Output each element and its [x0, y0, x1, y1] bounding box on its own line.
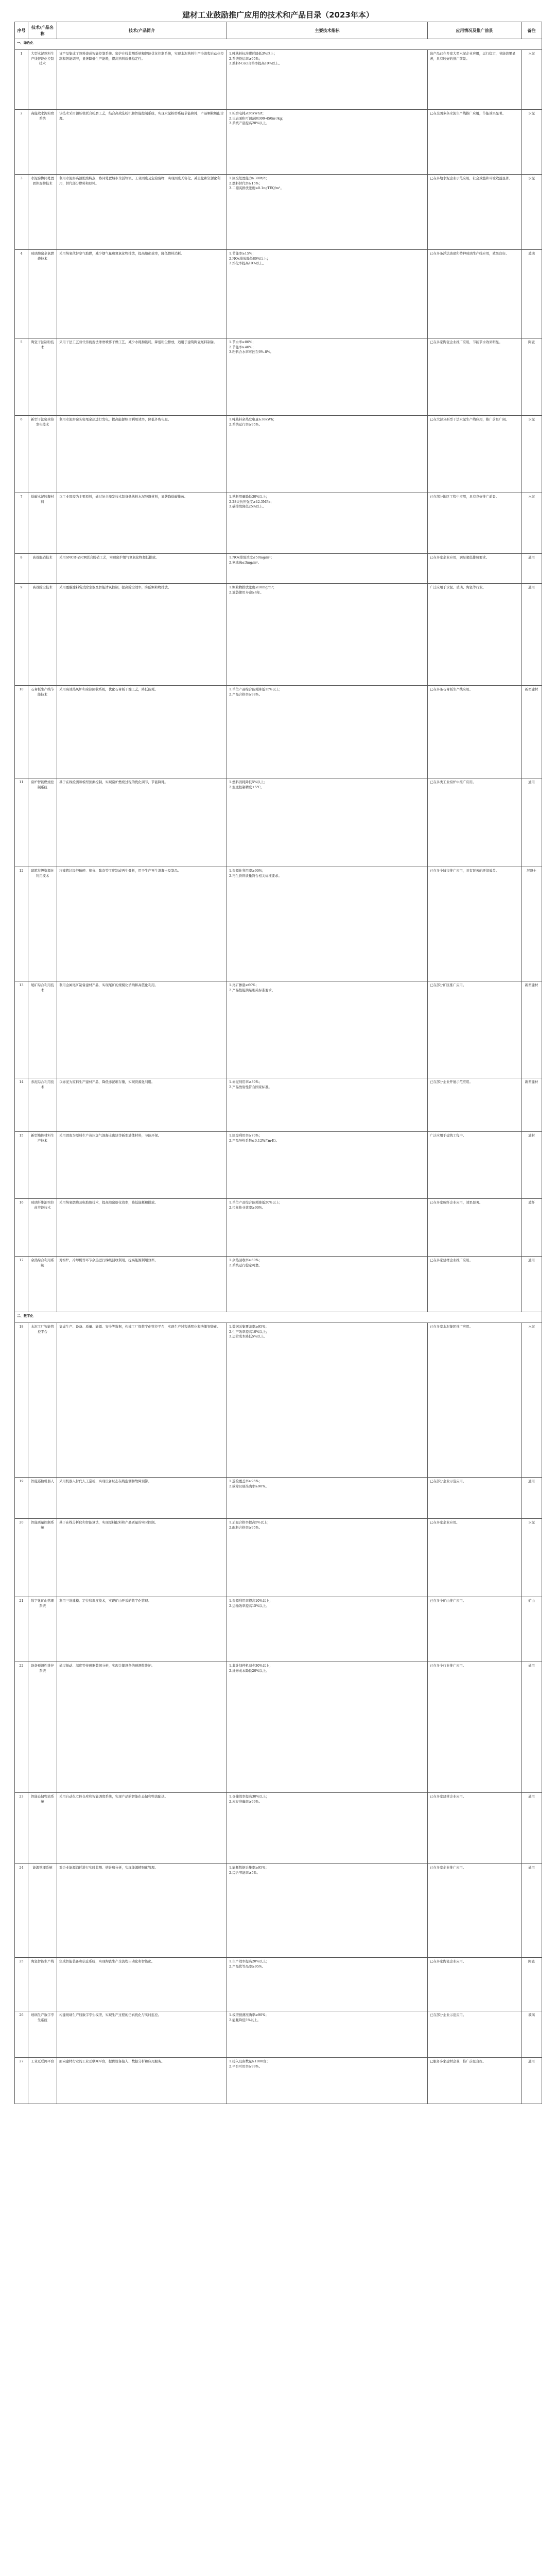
row-spec: 1.节水率≥80%； 2.节能率≥40%； 3.粉料含水率可控在6%-8%。 — [227, 338, 428, 416]
row-spec: 1.粉磨电耗≤26kWh/t； 2.比表面积可调范围300-450m²/kg； 3.系统产量提高20%以上。 — [227, 110, 428, 175]
row-description: 集成智能装备和信息系统，实现陶瓷生产全流程自动化和智能化。 — [57, 1958, 227, 2011]
row-number: 10 — [15, 686, 28, 778]
row-description: 采用机器人替代人工巡检，实现设备状态在线监测和故障预警。 — [57, 1478, 227, 1519]
table-row — [15, 584, 542, 686]
row-number: 26 — [15, 2011, 28, 2058]
row-note: 水泥 — [522, 416, 542, 493]
row-name: 高能效水泥粉磨系统 — [28, 110, 57, 175]
row-number: 22 — [15, 1662, 28, 1793]
header-no: 序号 — [15, 22, 28, 39]
row-spec: 1.接入设备数量≥1000台； 2.平台可用率≥99%。 — [227, 2058, 428, 2104]
row-note: 水泥 — [522, 50, 542, 110]
row-note: 通用 — [522, 1864, 542, 1958]
row-spec: 1.质量合格率提高5%以上； 2.配料合格率≥95%。 — [227, 1519, 428, 1597]
row-note: 通用 — [522, 1793, 542, 1864]
row-note: 陶瓷 — [522, 338, 542, 416]
row-number: 1 — [15, 50, 28, 110]
row-note: 陶瓷 — [522, 1958, 542, 2011]
row-application: 已在多条石膏板生产线应用。 — [428, 686, 522, 778]
row-name: 高效脱硝技术 — [28, 554, 57, 584]
row-spec: 1.尾矿掺量≥60%； 2.产品性能满足相关标准要求。 — [227, 981, 428, 1078]
row-application: 已在多家企业应用，满足超低排放要求。 — [428, 554, 522, 584]
row-description: 以工业固废为主要原料，通过复合激发技术制备低熟料水泥胶凝材料，显著降低碳排放。 — [57, 493, 227, 554]
row-number: 11 — [15, 778, 28, 867]
row-application: 广泛应用于建筑工程中。 — [428, 1132, 522, 1199]
table-row — [15, 1793, 542, 1864]
row-note: 水泥 — [522, 1519, 542, 1597]
catalog-body — [15, 39, 542, 2104]
row-description: 采用高效热风炉和余热回收系统，优化石膏板干燥工艺，降低能耗。 — [57, 686, 227, 778]
row-name: 建筑垃圾资源化利用技术 — [28, 867, 57, 981]
row-number: 20 — [15, 1519, 28, 1597]
row-application: 已在部分矿区推广应用。 — [428, 981, 522, 1078]
row-note: 通用 — [522, 2058, 542, 2104]
row-name: 高效除尘技术 — [28, 584, 57, 686]
row-spec: 1.单位产品综合能耗降低15%以上； 2.产品合格率≥98%。 — [227, 686, 428, 778]
row-description: 该技术采用辊压机联合粉磨工艺，结合高效选粉机和智能控制系统，实现水泥粉磨系统节能降耗，产品颗粒级配合理。 — [57, 110, 227, 175]
row-description: 通过振动、温度等传感器数据分析，实现关键设备的预测性维护。 — [57, 1662, 227, 1793]
row-application: 已在部分企业示范应用。 — [428, 2011, 522, 2058]
row-application: 已在多家企业应用。 — [428, 1519, 522, 1597]
row-number: 8 — [15, 554, 28, 584]
row-note: 新型建材 — [522, 981, 542, 1078]
table-row — [15, 1864, 542, 1958]
row-description: 以赤泥为原料生产建材产品，降低赤泥堆存量，实现资源化利用。 — [57, 1078, 227, 1132]
row-description: 采用纯氧燃烧及电助熔技术，提高池窑熔化效率，降低能耗和排放。 — [57, 1199, 227, 1257]
row-name: 工业互联网平台 — [28, 2058, 57, 2104]
row-number: 3 — [15, 175, 28, 250]
row-name: 玻璃纤维池窑拉丝节能技术 — [28, 1199, 57, 1257]
row-spec: 1.仓储效率提高30%以上； 2.库存准确率≥99%。 — [227, 1793, 428, 1864]
row-note: 水泥 — [522, 493, 542, 554]
row-description: 对企业能源消耗进行实时监测、统计和分析，实现能源精细化管理。 — [57, 1864, 227, 1958]
row-spec: 1.吨熟料标准煤耗降低3%以上； 2.系统投运率≥95%； 3.熟料f-CaO合格率提高10%以上。 — [227, 50, 428, 110]
row-name: 余热综合利用系统 — [28, 1257, 57, 1312]
row-spec: 1.赤泥利用率≥30%； 2.产品放射性符合国家标准。 — [227, 1078, 428, 1132]
table-row — [15, 1257, 542, 1312]
row-number: 17 — [15, 1257, 28, 1312]
row-spec: 1.燃料消耗降低5%以上； 2.温度控制精度±5℃。 — [227, 778, 428, 867]
row-application: 已在多个行业推广应用。 — [428, 1662, 522, 1793]
row-description: 集成生产、设备、质量、能源、安全等数据，构建工厂级数字化管控平台，实现生产过程透明化和决策智能化。 — [57, 1323, 227, 1478]
row-number: 12 — [15, 867, 28, 981]
row-name: 智能仓储物流系统 — [28, 1793, 57, 1864]
row-description: 对窑炉、冷却机等环节余热进行梯级回收利用，提高能源利用效率。 — [57, 1257, 227, 1312]
table-row — [15, 867, 542, 981]
row-number: 19 — [15, 1478, 28, 1519]
row-application: 已在部分地区工程中应用，具有良好推广前景。 — [428, 493, 522, 554]
row-name: 窑炉智能燃烧控制系统 — [28, 778, 57, 867]
table-row — [15, 1323, 542, 1478]
row-name: 尾矿综合利用技术 — [28, 981, 57, 1078]
row-number: 14 — [15, 1078, 28, 1132]
row-spec: 1.非计划停机减少30%以上； 2.维修成本降低20%以上。 — [227, 1662, 428, 1793]
row-number: 4 — [15, 250, 28, 338]
row-name: 设备预测性维护系统 — [28, 1662, 57, 1793]
row-note: 玻纤 — [522, 1199, 542, 1257]
row-name: 低碳水泥胶凝材料 — [28, 493, 57, 554]
row-number: 6 — [15, 416, 28, 493]
row-description: 采用覆膜滤料袋式除尘器及智能清灰控制，提高除尘效率，降低颗粒物排放。 — [57, 584, 227, 686]
row-description: 利用金属尾矿制备建材产品，实现尾矿的规模化消纳和高值化利用。 — [57, 981, 227, 1078]
section-row — [15, 39, 542, 50]
header-note: 备注 — [522, 22, 542, 39]
section-row — [15, 1312, 542, 1323]
row-number: 9 — [15, 584, 28, 686]
header-name: 技术/产品名称 — [28, 22, 57, 39]
row-note: 新型建材 — [522, 1078, 542, 1132]
row-application: 已在多家建材企业应用。 — [428, 1793, 522, 1864]
table-row — [15, 1132, 542, 1199]
row-description: 基于在线检测和模型预测控制，实现窑炉燃烧过程的优化调节，节能降耗。 — [57, 778, 227, 867]
row-application: 已在多家水泥集团推广应用。 — [428, 1323, 522, 1478]
row-number: 25 — [15, 1958, 28, 2011]
row-application: 已在多个城市推广应用，具有显著的环境效益。 — [428, 867, 522, 981]
row-spec: 1.能耗数据采集率≥95%； 2.综合节能率≥5%。 — [227, 1864, 428, 1958]
row-note: 通用 — [522, 584, 542, 686]
row-name: 大型水泥熟料生产线智能化控制技术 — [28, 50, 57, 110]
row-name: 陶瓷干法制粉技术 — [28, 338, 57, 416]
row-application: 已在多类工业窑炉中推广应用。 — [428, 778, 522, 867]
row-spec: 1.巡检覆盖率≥95%； 2.故障识别准确率≥90%。 — [227, 1478, 428, 1519]
row-spec: 1.资源化利用率≥90%； 2.再生骨料质量符合相关标准要求。 — [227, 867, 428, 981]
row-note: 水泥 — [522, 1323, 542, 1478]
row-description: 利用水泥窑窑头窑尾余热进行发电，提高能源综合利用效率，降低外购电量。 — [57, 416, 227, 493]
row-description: 该产品集成了熟料烧成智能控制系统、窑炉在线监测系统和智能优化控制系统，实现水泥熟料生产全流程自动化控制和智能调节，显著降低生产能耗，提高熟料质量稳定性。 — [57, 50, 227, 110]
table-row — [15, 686, 542, 778]
row-name: 赤泥综合利用技术 — [28, 1078, 57, 1132]
row-number: 18 — [15, 1323, 28, 1478]
table-row — [15, 2011, 542, 2058]
row-description: 采用自动化立体仓库和智能调度系统，实现产品的智能化仓储和物流配送。 — [57, 1793, 227, 1864]
row-description: 采用固废为原料生产蒸压加气混凝土砌块等新型墙体材料，节能环保。 — [57, 1132, 227, 1199]
row-number: 23 — [15, 1793, 28, 1864]
row-spec: 1.NOx排放浓度≤50mg/m³； 2.氨逃逸≤3mg/m³。 — [227, 554, 428, 584]
row-description: 采用干法工艺替代传统湿法球磨喷雾干燥工艺，减少水耗和能耗，降低粉尘排放，适用于建筑陶瓷坯料制备。 — [57, 338, 227, 416]
row-note: 新型建材 — [522, 686, 542, 778]
row-name: 智能巡检机器人 — [28, 1478, 57, 1519]
table-row — [15, 110, 542, 175]
row-note: 水泥 — [522, 110, 542, 175]
catalog-table — [14, 22, 542, 2104]
row-application: 已在大部分新型干法水泥生产线应用，推广前景广阔。 — [428, 416, 522, 493]
row-description: 将建筑垃圾经破碎、筛分、除杂等工序制成再生骨料，用于生产再生混凝土及制品。 — [57, 867, 227, 981]
row-spec: 1.数据采集覆盖率≥95%； 2.生产效率提高10%以上； 3.运营成本降低5%以上。 — [227, 1323, 428, 1478]
row-number: 7 — [15, 493, 28, 554]
header-desc: 技术/产品简介 — [57, 22, 227, 39]
row-application: 已在全国多条水泥生产线推广应用，节能效果显著。 — [428, 110, 522, 175]
row-application: 已在部分企业开展示范应用。 — [428, 1078, 522, 1132]
table-header-row — [15, 22, 542, 39]
row-name: 水泥窑协同处置固体废物技术 — [28, 175, 57, 250]
table-row — [15, 416, 542, 493]
header-app: 应用情况及推广前景 — [428, 22, 522, 39]
row-note: 混凝土 — [522, 867, 542, 981]
row-spec: 1.固废利用率≥70%； 2.产品导热系数≤0.12W/(m·K)。 — [227, 1132, 428, 1199]
row-spec: 1.颗粒物排放浓度≤10mg/m³； 2.滤袋使用寿命≥4年。 — [227, 584, 428, 686]
row-name: 陶瓷智能生产线 — [28, 1958, 57, 2011]
row-name: 新型墙体材料生产技术 — [28, 1132, 57, 1199]
row-number: 15 — [15, 1132, 28, 1199]
table-row — [15, 338, 542, 416]
row-spec: 1.熟料用量降低30%以上； 2.28天抗压强度≥42.5MPa； 3.碳排放降低25%以上。 — [227, 493, 428, 554]
row-application: 已在多家企业推广应用。 — [428, 1864, 522, 1958]
row-description: 采用SNCR与SCR联合脱硝工艺，实现窑炉烟气氮氧化物超低排放。 — [57, 554, 227, 584]
row-spec: 1.固废处置能力≥300t/d； 2.燃料替代率≥15%； 3.二噁英排放浓度≤0.1ngTEQ/m³。 — [227, 175, 428, 250]
row-application: 该产品已在多家大型水泥企业应用，运行稳定，节能效果显著，具有较好的推广前景。 — [428, 50, 522, 110]
section-title: 二、数字化 — [15, 1312, 542, 1323]
row-application: 广泛应用于水泥、玻璃、陶瓷等行业。 — [428, 584, 522, 686]
row-name: 智能质量控制系统 — [28, 1519, 57, 1597]
table-row — [15, 175, 542, 250]
row-application: 已在多条浮法玻璃和特种玻璃生产线应用，效果良好。 — [428, 250, 522, 338]
row-name: 石膏板生产线节能技术 — [28, 686, 57, 778]
table-row — [15, 981, 542, 1078]
row-application: 已在部分企业示范应用。 — [428, 1478, 522, 1519]
row-number: 16 — [15, 1199, 28, 1257]
row-note: 通用 — [522, 1662, 542, 1793]
row-number: 5 — [15, 338, 28, 416]
table-row — [15, 50, 542, 110]
row-description: 构建玻璃生产线数字孪生模型，实现生产过程的仿真优化与实时监控。 — [57, 2011, 227, 2058]
row-note: 玻璃 — [522, 2011, 542, 2058]
row-spec: 1.余热回收率≥60%； 2.系统运行稳定可靠。 — [227, 1257, 428, 1312]
table-row — [15, 1078, 542, 1132]
row-note: 水泥 — [522, 175, 542, 250]
row-spec: 1.单位产品综合能耗降低20%以上； 2.拉丝作业效率≥90%。 — [227, 1199, 428, 1257]
row-name: 玻璃生产数字孪生系统 — [28, 2011, 57, 2058]
row-note: 玻璃 — [522, 250, 542, 338]
row-application: 已在多个矿山推广应用。 — [428, 1597, 522, 1662]
row-note: 通用 — [522, 554, 542, 584]
row-application: 已在多家陶瓷企业应用。 — [428, 1958, 522, 2011]
row-note: 通用 — [522, 778, 542, 867]
row-number: 27 — [15, 2058, 28, 2104]
row-note: 墙材 — [522, 1132, 542, 1199]
row-description: 利用水泥窑高温煅烧特点，协同处置城市生活垃圾、工业固废及危险废物，实现固废无害化、减量化和资源化利用，替代部分燃料和原料。 — [57, 175, 227, 250]
row-name: 能源管理系统 — [28, 1864, 57, 1958]
table-row — [15, 1519, 542, 1597]
table-row — [15, 1199, 542, 1257]
header-spec: 主要技术指标 — [227, 22, 428, 39]
table-row — [15, 250, 542, 338]
row-description: 采用纯氧代替空气助燃，减少烟气量和氮氧化物排放，提高熔化效率，降低燃料消耗。 — [57, 250, 227, 338]
table-row — [15, 554, 542, 584]
row-number: 21 — [15, 1597, 28, 1662]
row-name: 数字化矿山管理系统 — [28, 1597, 57, 1662]
row-description: 面向建材行业的工业互联网平台，提供设备接入、数据分析和应用服务。 — [57, 2058, 227, 2104]
row-application: 已在多家建材企业推广应用。 — [428, 1257, 522, 1312]
page-title: 建材工业鼓励推广应用的技术和产品目录（2023年本） — [182, 10, 374, 20]
row-note: 通用 — [522, 1257, 542, 1312]
table-row — [15, 2058, 542, 2104]
row-number: 2 — [15, 110, 28, 175]
row-name: 水泥工厂智能管控平台 — [28, 1323, 57, 1478]
section-title: 一、绿色化 — [15, 39, 542, 50]
table-row — [15, 778, 542, 867]
row-spec: 1.资源利用率提高10%以上； 2.运输效率提高15%以上。 — [227, 1597, 428, 1662]
row-name: 玻璃熔窑全氧燃烧技术 — [28, 250, 57, 338]
row-description: 基于在线分析仪和智能算法，实现原料配料和产品质量的实时控制。 — [57, 1519, 227, 1597]
table-row — [15, 1958, 542, 2011]
row-spec: 1.节能率≥15%； 2.NOx排放降低80%以上； 3.熔化率提高10%以上。 — [227, 250, 428, 338]
row-name: 新型干法窑余热发电技术 — [28, 416, 57, 493]
row-application: 已服务多家建材企业，推广前景良好。 — [428, 2058, 522, 2104]
row-number: 13 — [15, 981, 28, 1078]
table-row — [15, 1662, 542, 1793]
row-description: 利用三维建模、定位和调度技术，实现矿山开采的数字化管理。 — [57, 1597, 227, 1662]
row-application: 已在多家玻纤企业应用，效果显著。 — [428, 1199, 522, 1257]
row-number: 24 — [15, 1864, 28, 1958]
table-row — [15, 493, 542, 554]
row-spec: 1.吨熟料余热发电量≥38kWh； 2.系统运行率≥95%。 — [227, 416, 428, 493]
row-spec: 1.生产效率提高20%以上； 2.产品优等品率≥95%。 — [227, 1958, 428, 2011]
row-note: 矿山 — [522, 1597, 542, 1662]
table-row — [15, 1478, 542, 1519]
table-row — [15, 1597, 542, 1662]
row-application: 已在多地水泥企业示范应用，社会效益和环境效益显著。 — [428, 175, 522, 250]
row-application: 已在多家陶瓷企业推广应用，节能节水效果明显。 — [428, 338, 522, 416]
row-note: 通用 — [522, 1478, 542, 1519]
row-spec: 1.模型预测准确率≥90%； 2.能耗降低5%以上。 — [227, 2011, 428, 2058]
